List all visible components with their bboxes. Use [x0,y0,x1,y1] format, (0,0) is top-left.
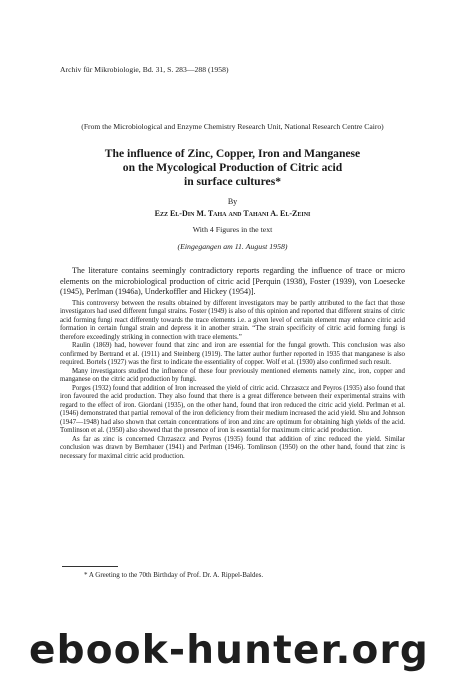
title-line-1: The influence of Zinc, Copper, Iron and Manganese [104,147,361,160]
affiliation: (From the Microbiological and Enzyme Chemistry Research Unit, National Research Centre Cairo) [81,122,384,131]
paragraph-5: Porges (1932) found that addition of Iron increased the yield of citric acid. Chrzaszcz and Peyros (1935) also found that iron favoured the acid production. They also found that there is a great difference between their experimental strains with regard to the effect of iron. Giordani (1935), on the other hand, found that iron reduced the citric acid yield. Perlman et al. (1946) demonstrated that partial removal of the iron deficiency from their medium increased the acid yield. Shu and Johnson (1947—1948) had also shown that certain concentrations of iron and zinc are optimum for obtaining high yields of the acid. Tomlinson et al. (1950) also showed that the presence of iron is essential for maximum citric acid production. [60,384,405,435]
paper-title [60,147,405,189]
footnote: * A Greeting to the 70th Birthday of Prof. Dr. A. Rippel-Baldes. [84,571,264,579]
figures-note: With 4 Figures in the text [192,225,273,234]
title-line-2: on the Mycological Production of Citric acid [122,161,343,174]
authors: Ezz El-Din M. Taha and Tahani A. El-Zeini [154,209,311,218]
footnote-rule [62,566,118,567]
journal-citation: Archiv für Mikrobiologie, Bd. 31, S. 283—288 (1958) [60,65,229,74]
received-date: (Eingegangen am 11. August 1958) [177,242,288,251]
watermark-logo: ebook-hunter.org [28,628,430,673]
paragraph-2: This controversy between the results obtained by different investigators may be partly attributed to the fact that those investigators had used different fungal strains. Foster (1949) is also of this opinion and reported that different strains of citric acid forming fungi react differently towards the trace elements i.e. a given level of certain element may enhance citric acid formation in certain fungal strain and depress it in another strain. “The strain specificity of citric acid forming fungi is therefore exceedingly striking in connection with trace elements.” [60,299,405,341]
paragraph-1: The literature contains seemingly contradictory reports regarding the influence of trace or micro elements on the microbiological production of citric acid [Perquin (1938), Foster (1939), von Loesecke (1945), Perlman (1946a), Underkoffler and Hickey (1954)]. [60,266,405,297]
title-line-3: in surface cultures* [183,175,282,188]
paragraph-4: Many investigators studied the influence of these four previously mentioned elements namely zinc, iron, copper and manganese on the citric acid production by fungi. [60,367,405,384]
by-label: By [227,197,238,206]
paragraph-6: As far as zinc is concerned Chrzaszcz and Peyros (1935) found that addition of zinc reduced the yield. Similar conclusion was drawn by Bernhauer (1941) and Perlman (1946). Tomlinson (1950) on the other hand, found that zinc is necessary for maximal citric acid production. [60,435,405,460]
paragraph-3: Raulin (1869) had, however found that zinc and iron are essential for the fungal growth. This conclusion was also confirmed by Bertrand et al. (1911) and Steinberg (1919). The latter author further reported in 1935 that manganese is also required. Bortels (1927) was the first to indicate the essentiality of copper. Wolf et al. (1930) also confirmed such result. [60,342,405,367]
body-text [60,266,405,461]
